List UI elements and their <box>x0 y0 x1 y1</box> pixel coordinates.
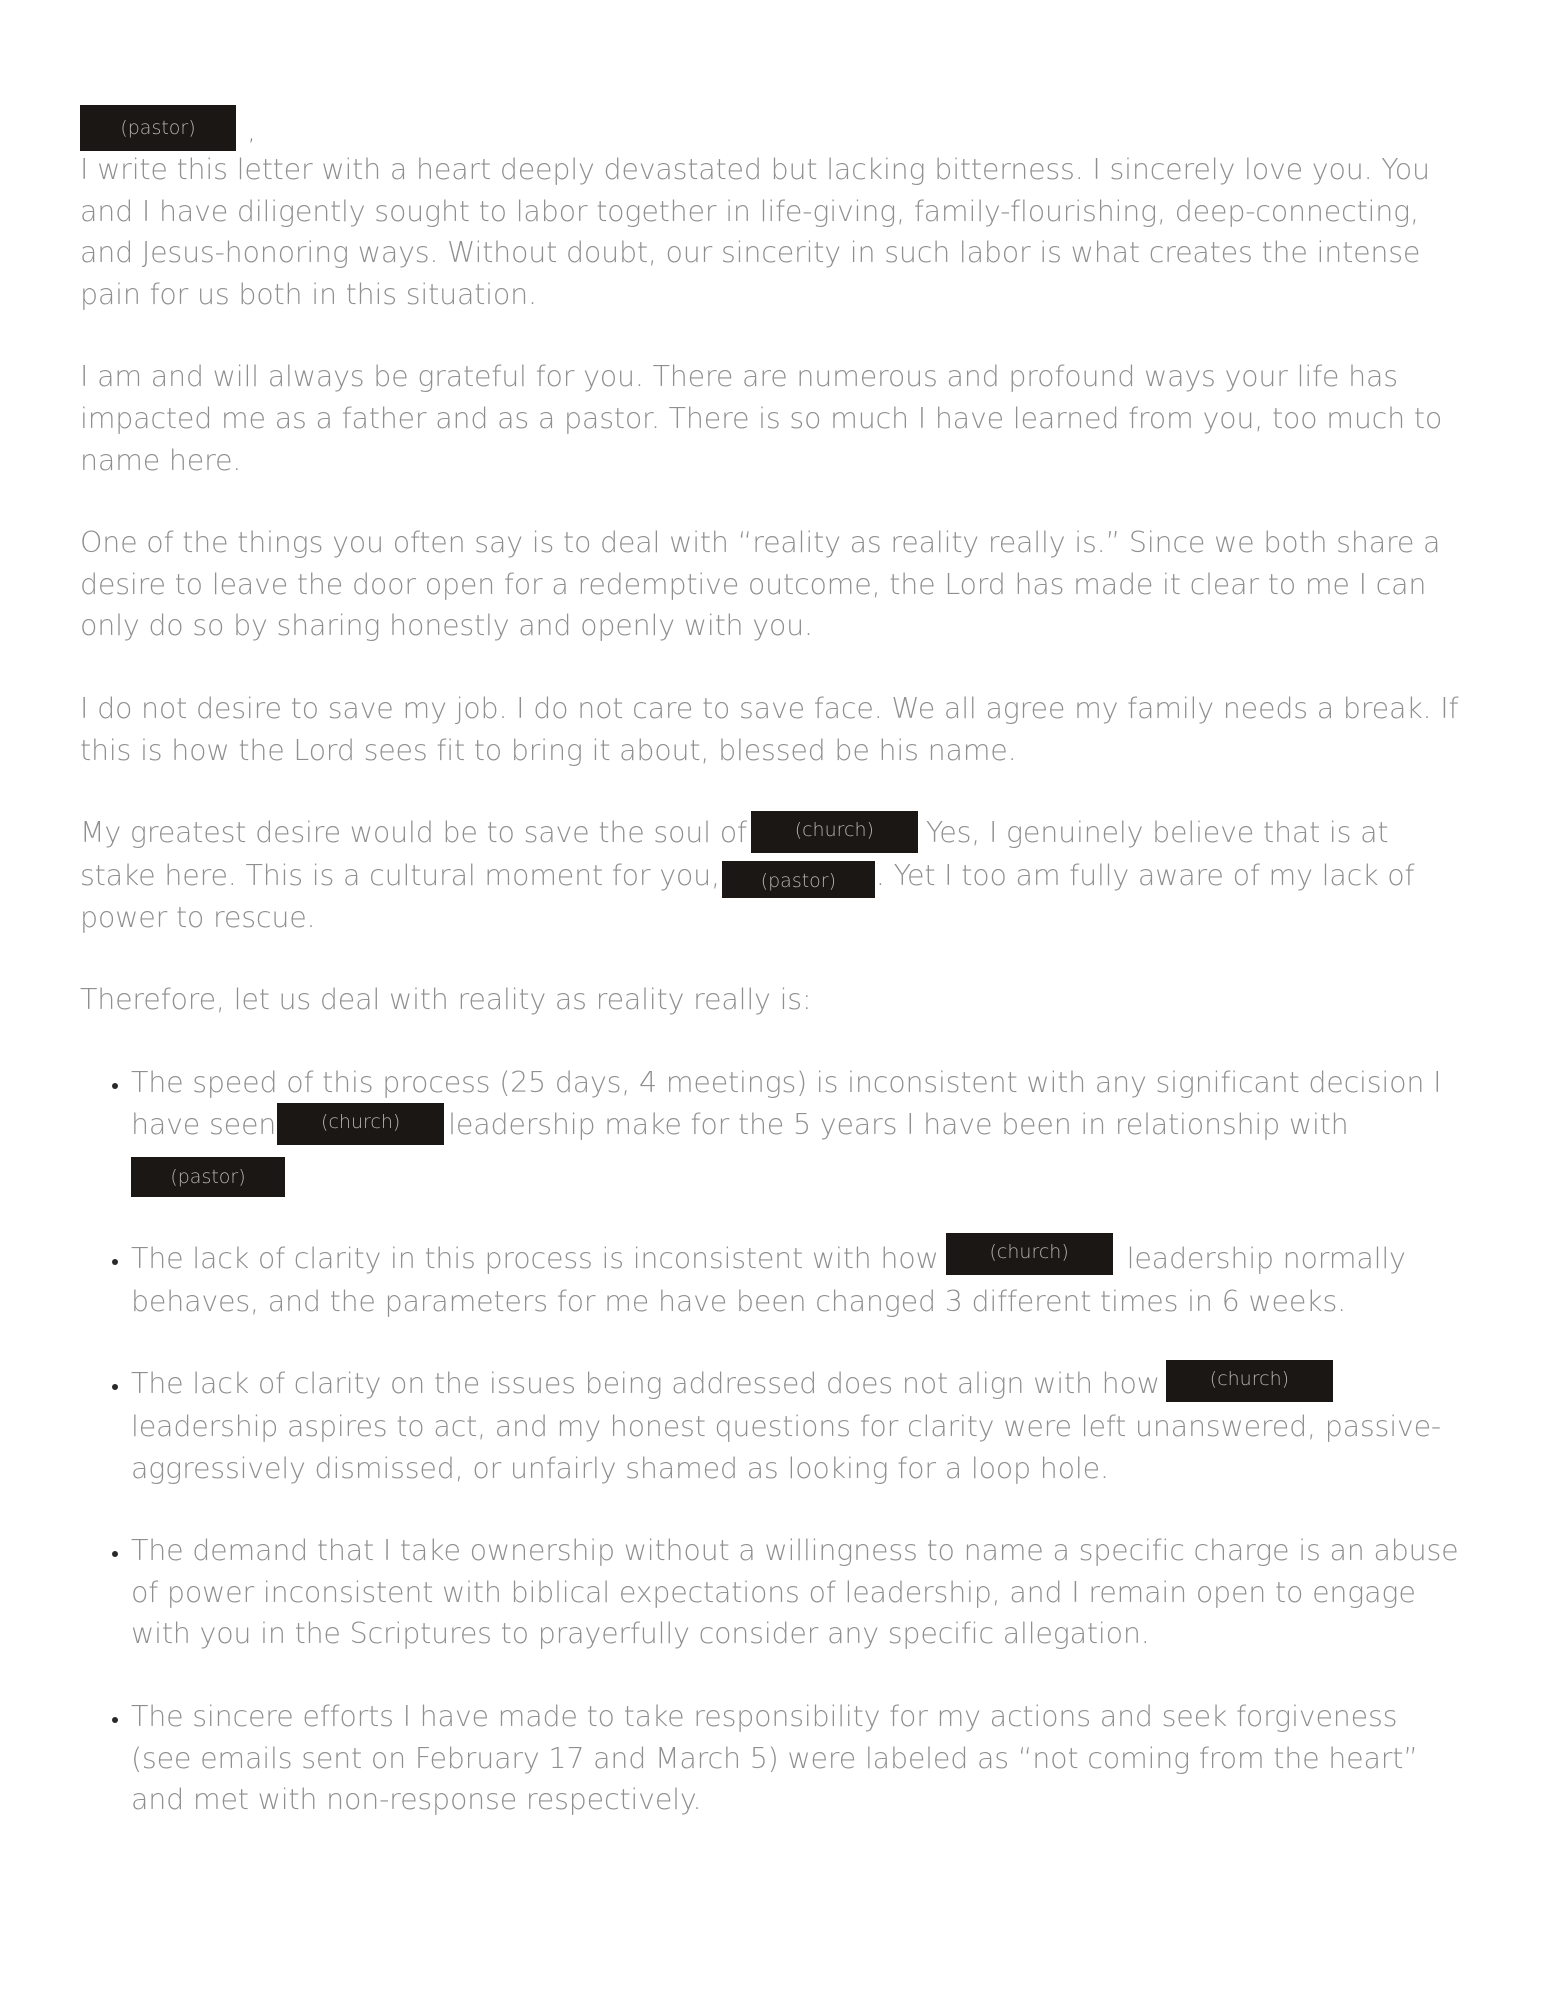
bullet-2-text-b: leadership normally behaves, and the parameters for me have been changed 3 different times in 6 weeks. <box>131 1241 1406 1318</box>
bullet-2-text-a: The lack of clarity in this process is inconsistent with how <box>131 1241 939 1275</box>
redaction-pastor: (pastor) <box>131 1157 285 1197</box>
bullet-1-text-a: The speed of this process (25 days, 4 meetings) is inconsistent with any significant decision I have seen <box>131 1065 1442 1141</box>
letter-page <box>80 105 1460 1862</box>
paragraph-6: Therefore, let us deal with reality as reality really is: <box>80 983 812 1017</box>
bullet-3-text-b: leadership aspires to act, and my honest questions for clarity were left unanswered, passive-aggressively dismissed, or unfairly shamed as looking for a loop hole. <box>131 1410 1441 1485</box>
redaction-church: (church) <box>277 1103 444 1145</box>
list-item <box>131 1363 1460 1489</box>
redaction-church: (church) <box>751 811 918 853</box>
list-item: • The demand that I take ownership without a willingness to name a specific charge is an abuse of power inconsistent with biblical expectations of leadership, and I remain open to engage with you in the Scriptures to prayerfully consider any specific allegation. <box>131 1530 1460 1655</box>
paragraph-5-text-a: My greatest desire would be to save the soul of <box>80 816 747 850</box>
paragraph-1: I write this letter with a heart deeply devastated but lacking bitterness. I sincerely love you. You and I have diligently sought to labor together in life-giving, family-flourishing, deep-connecting, and Jesus-honoring ways. Without doubt, our sincerity in such labor is what creates the intense pain for us both in this situation. <box>80 153 1430 311</box>
salutation <box>80 105 1460 147</box>
redaction-pastor: (pastor) <box>722 861 875 898</box>
paragraph-4: I do not desire to save my job. I do not care to save face. We all agree my family needs a break. If this is how the Lord sees fit to bring it about, blessed be his name. <box>80 691 1459 767</box>
redaction-church: (church) <box>946 1233 1113 1275</box>
bullet-3-text-a: The lack of clarity on the issues being addressed does not align with how <box>131 1367 1160 1401</box>
paragraph-5 <box>80 812 1460 938</box>
list-item: • The sincere efforts I have made to take responsibility for my actions and seek forgiveness (see emails sent on February 17 and March 5) were labeled as “not coming from the heart” and met with non-response respectively. <box>131 1696 1460 1821</box>
paragraph-5-text-b: Yes, I genuinely believe that is at stake here. This is a cultural moment for you, <box>80 816 1389 893</box>
paragraph-5-text-c: . Yet I too am fully aware of my lack of power to rescue. <box>80 859 1415 934</box>
list-item <box>131 1238 1460 1323</box>
salutation-comma: , <box>248 121 255 146</box>
paragraph-3: One of the things you often say is to deal with “reality as reality really is.” Since we both share a desire to leave the door open for a redemptive outcome, the Lord has made it clear to me I can only do so by sharing honestly and openly with you. <box>80 526 1441 643</box>
paragraph-2: I am and will always be grateful for you. There are numerous and profound ways your life has impacted me as a father and as a pastor. There is so much I have learned from you, too much to name here. <box>80 360 1443 477</box>
list-item <box>131 1062 1460 1197</box>
concerns-list <box>80 1062 1460 1821</box>
bullet-1-text-b: leadership make for the 5 years I have been in relationship with <box>448 1107 1349 1141</box>
redaction-church: (church) <box>1166 1360 1333 1402</box>
redaction-pastor: (pastor) <box>80 105 236 151</box>
